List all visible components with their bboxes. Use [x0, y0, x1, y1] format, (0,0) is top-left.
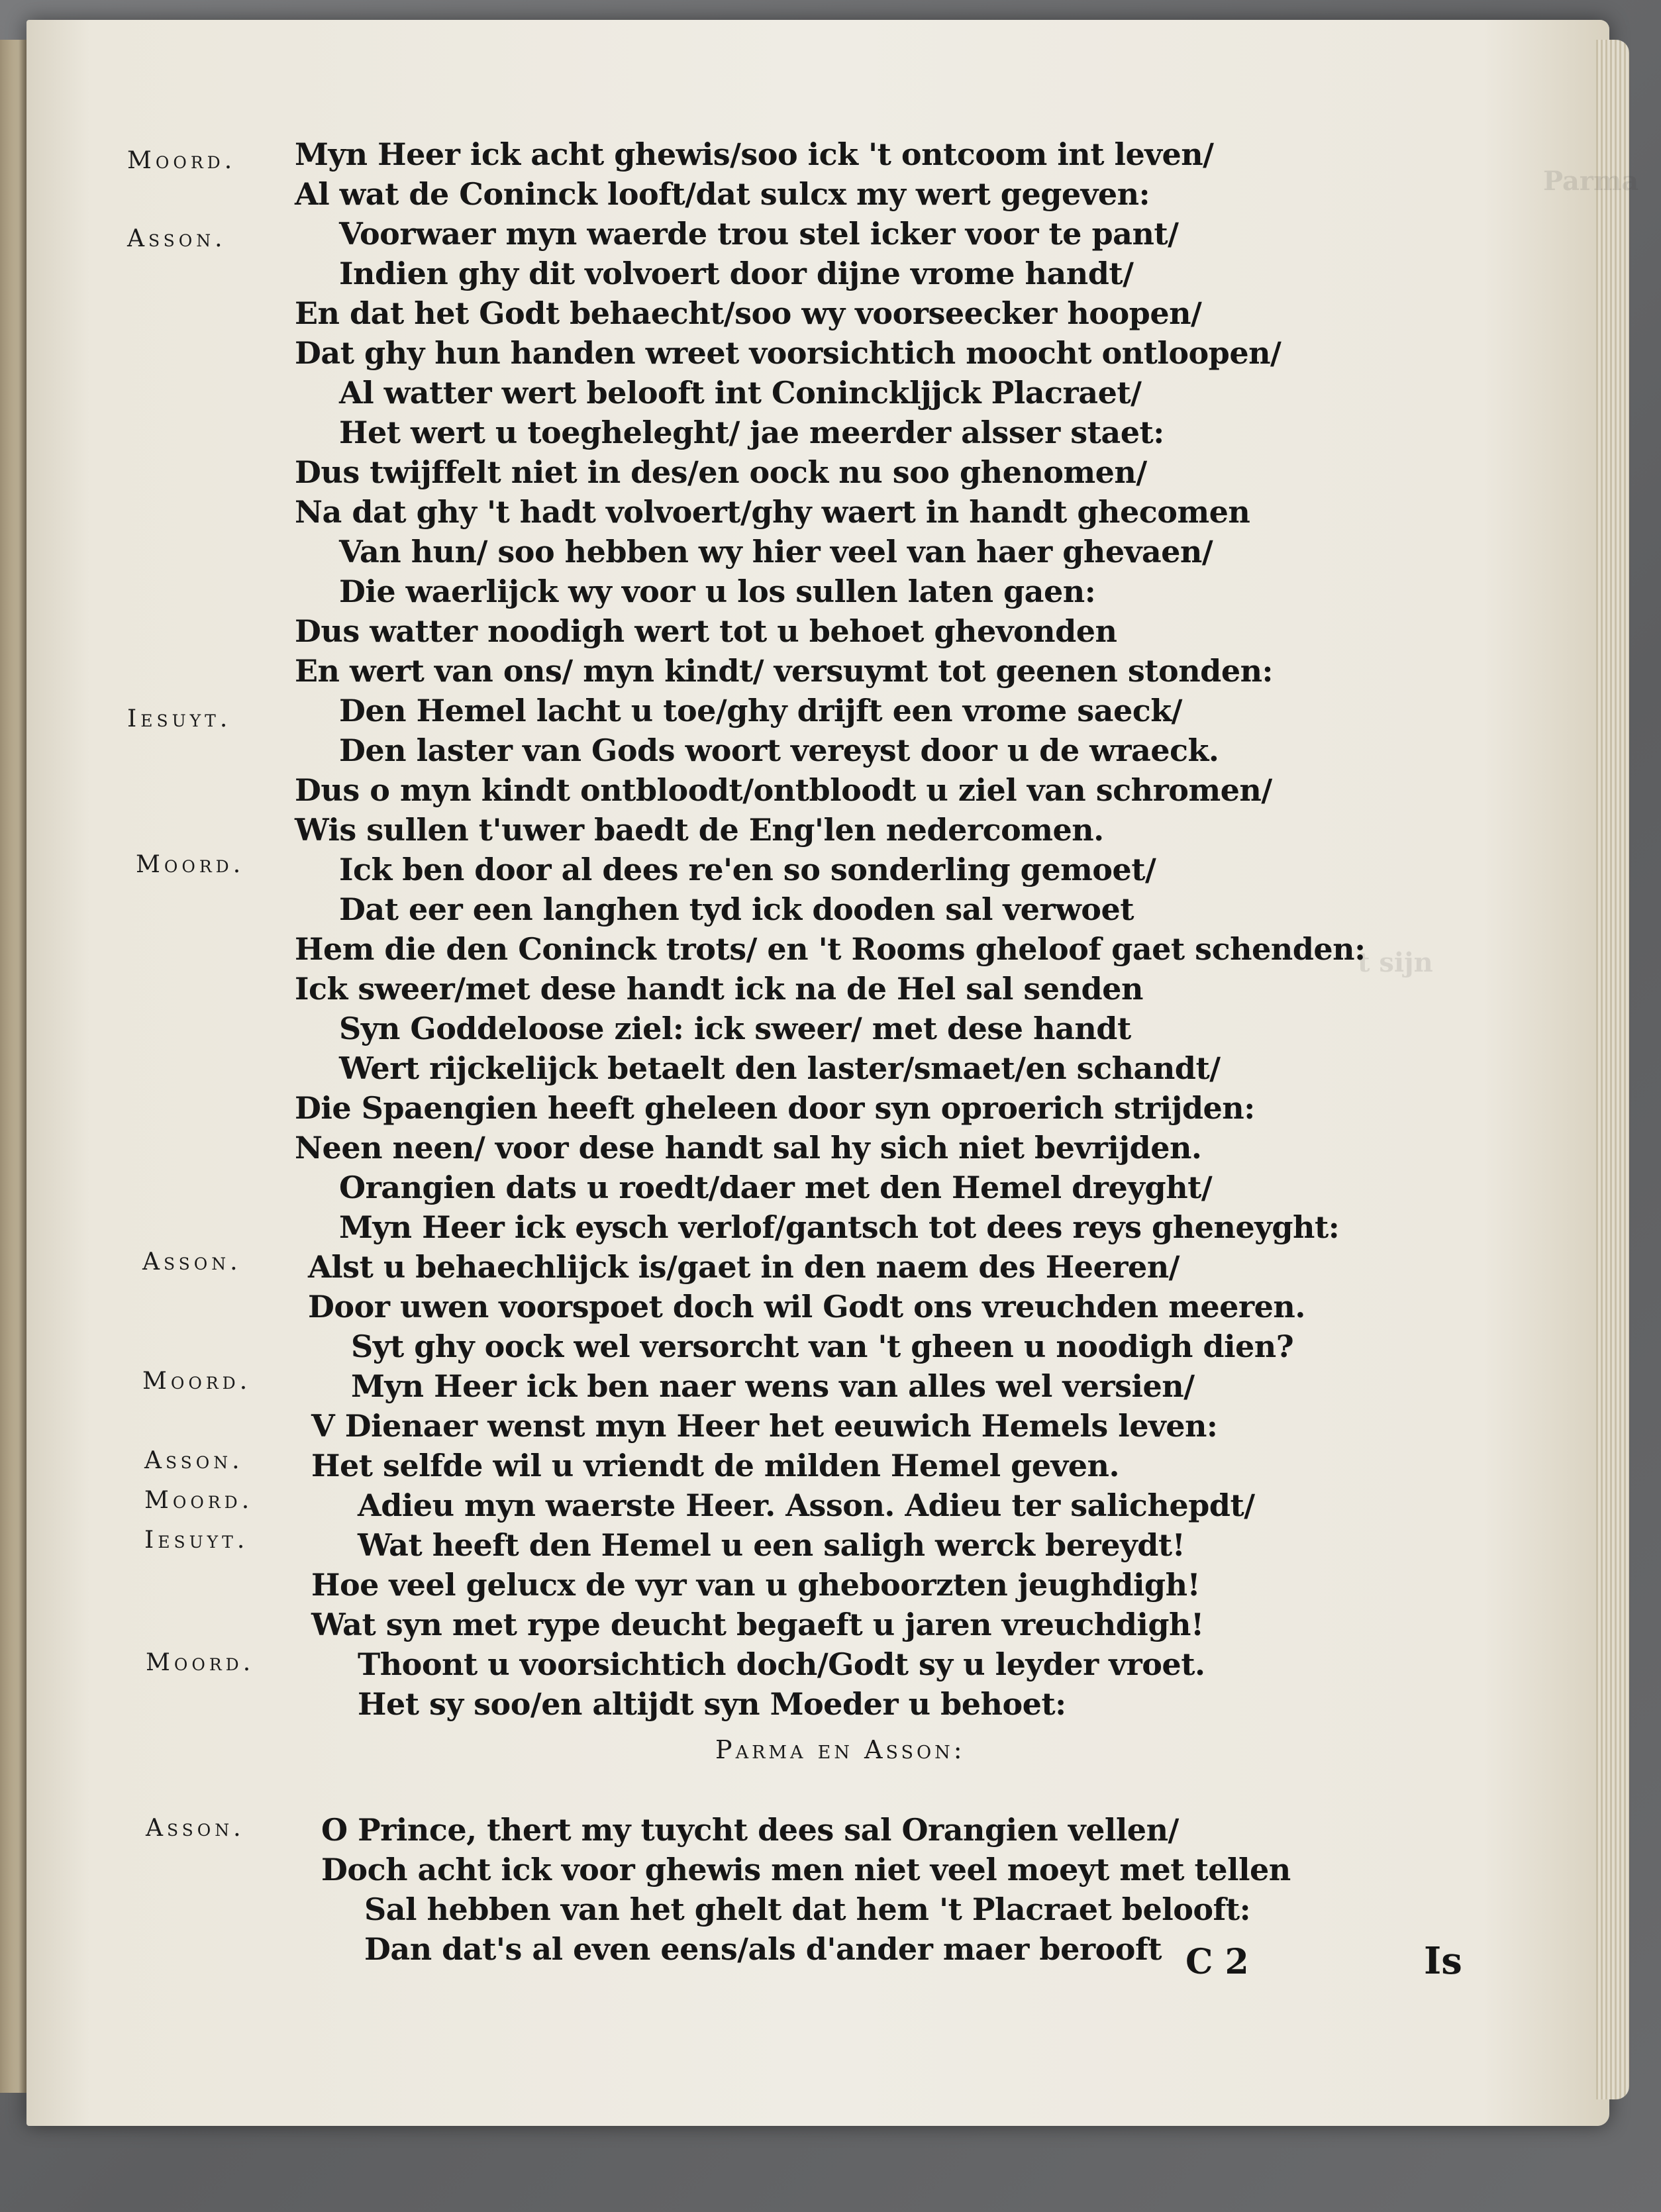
verse-line: Den Hemel lacht u toe/ghy drijft een vrome saeck/	[339, 693, 1182, 729]
speaker-label: Asson.	[146, 1815, 245, 1842]
speaker-label: Moord.	[142, 1368, 252, 1395]
verse-line: Die Spaengien heeft gheleen door syn oproerich strijden:	[295, 1090, 1255, 1126]
verse-line: En dat het Godt behaecht/soo wy voorseecker hoopen/	[295, 295, 1202, 331]
speaker-label: Moord.	[144, 1487, 254, 1514]
verse-line: Het sy soo/en altijdt syn Moeder u behoet:	[358, 1686, 1066, 1722]
verse-line: Indien ghy dit volvoert door dijne vrome handt/	[339, 256, 1134, 291]
verse-line: Wis sullen t'uwer baedt de Eng'len nedercomen.	[295, 812, 1104, 848]
verse-line: Thoont u voorsichtich doch/Godt sy u leyder vroet.	[358, 1646, 1205, 1682]
verse-line: Doch acht ick voor ghewis men niet veel moeyt met tellen	[321, 1852, 1291, 1887]
verse-line: V Dienaer wenst myn Heer het eeuwich Hemels leven:	[311, 1408, 1218, 1444]
verse-line: Myn Heer ick ben naer wens van alles wel versien/	[351, 1368, 1195, 1404]
show-through-text: t sijn	[1358, 947, 1433, 978]
verse-line: Dus twijffelt niet in des/en oock nu soo ghenomen/	[295, 454, 1147, 490]
verse-line: Wert rijckelijck betaelt den laster/smaet/en schandt/	[339, 1050, 1221, 1086]
speaker-label: Iesuyt.	[144, 1527, 249, 1554]
speaker-label: Moord.	[127, 147, 236, 174]
verse-line: Alst u behaechlijck is/gaet in den naem des Heeren/	[308, 1249, 1180, 1285]
verse-line: Het selfde wil u vriendt de milden Hemel geven.	[311, 1448, 1119, 1483]
verse-line: Voorwaer myn waerde trou stel icker voor te pant/	[339, 216, 1179, 252]
verse-line: O Prince, thert my tuycht dees sal Orangien vellen/	[321, 1812, 1179, 1848]
verse-line: Het wert u toegheleght/ jae meerder alsser staet:	[339, 415, 1164, 450]
verse-line: Dus o myn kindt ontbloodt/ontbloodt u ziel van schromen/	[295, 772, 1272, 808]
verse-line: Myn Heer ick acht ghewis/soo ick 't ontcoom int leven/	[295, 136, 1214, 172]
verse-line: Hoe veel gelucx de vyr van u gheboorzten jeughdigh!	[311, 1567, 1201, 1603]
verse-line: Wat syn met rype deucht begaeft u jaren vreuchdigh!	[311, 1607, 1204, 1642]
verse-line: Dan dat's al even eens/als d'ander maer berooft	[364, 1931, 1162, 1967]
verse-line: Syt ghy oock wel versorcht van 't gheen u noodigh dien?	[351, 1329, 1294, 1364]
verse-line: Dat eer een langhen tyd ick dooden sal verwoet	[339, 891, 1134, 927]
verse-line: Hem die den Coninck trots/ en 't Rooms gheloof gaet schenden:	[295, 931, 1366, 967]
speaker-label: Asson.	[127, 225, 226, 252]
verse-line: Orangien dats u roedt/daer met den Hemel dreyght/	[339, 1170, 1213, 1205]
verse-line: Wat heeft den Hemel u een saligh werck bereydt!	[358, 1527, 1185, 1563]
speaker-label: Asson.	[144, 1447, 244, 1474]
speaker-label: Asson.	[142, 1248, 242, 1276]
show-through-text: Parma	[1543, 166, 1639, 197]
verse-line: Syn Goddeloose ziel: ick sweer/ met dese handt	[339, 1011, 1131, 1046]
verse-line: Van hun/ soo hebben wy hier veel van haer ghevaen/	[339, 534, 1213, 570]
verse-line: Die waerlijck wy voor u los sullen laten gaen:	[339, 574, 1096, 609]
speaker-label: Moord.	[146, 1649, 255, 1676]
scene-heading: Parma en Asson:	[715, 1735, 966, 1764]
speaker-label: Iesuyt.	[127, 705, 232, 732]
verse-line: Neen neen/ voor dese handt sal hy sich niet bevrijden.	[295, 1130, 1202, 1166]
verse-line: Myn Heer ick eysch verlof/gantsch tot dees reys gheneyght:	[339, 1209, 1340, 1245]
catchword: Is	[1424, 1939, 1462, 1983]
verse-line: En wert van ons/ myn kindt/ versuymt tot geenen stonden:	[295, 653, 1274, 689]
verse-line: Ick sweer/met dese handt ick na de Hel sal senden	[295, 971, 1143, 1007]
verse-line: Dus watter noodigh wert tot u behoet ghevonden	[295, 613, 1117, 649]
verse-line: Dat ghy hun handen wreet voorsichtich moocht ontloopen/	[295, 335, 1282, 371]
verse-line: Al wat de Coninck looft/dat sulcx my wert gegeven:	[295, 176, 1150, 212]
signature-mark: C 2	[1185, 1942, 1249, 1982]
verse-line: Den laster van Gods woort vereyst door u de wraeck.	[339, 732, 1219, 768]
verse-line: Adieu myn waerste Heer. Asson. Adieu ter salichepdt/	[358, 1487, 1255, 1523]
verse-line: Na dat ghy 't hadt volvoert/ghy waert in handt ghecomen	[295, 494, 1250, 530]
speaker-label: Moord.	[136, 851, 245, 878]
verse-line: Al watter wert belooft int Coninckljjck Placraet/	[339, 375, 1142, 411]
verse-line: Ick ben door al dees re'en so sonderling gemoet/	[339, 852, 1156, 887]
verse-line: Door uwen voorspoet doch wil Godt ons vreuchden meeren.	[308, 1289, 1305, 1325]
verse-line: Sal hebben van het ghelt dat hem 't Placraet belooft:	[364, 1891, 1251, 1927]
